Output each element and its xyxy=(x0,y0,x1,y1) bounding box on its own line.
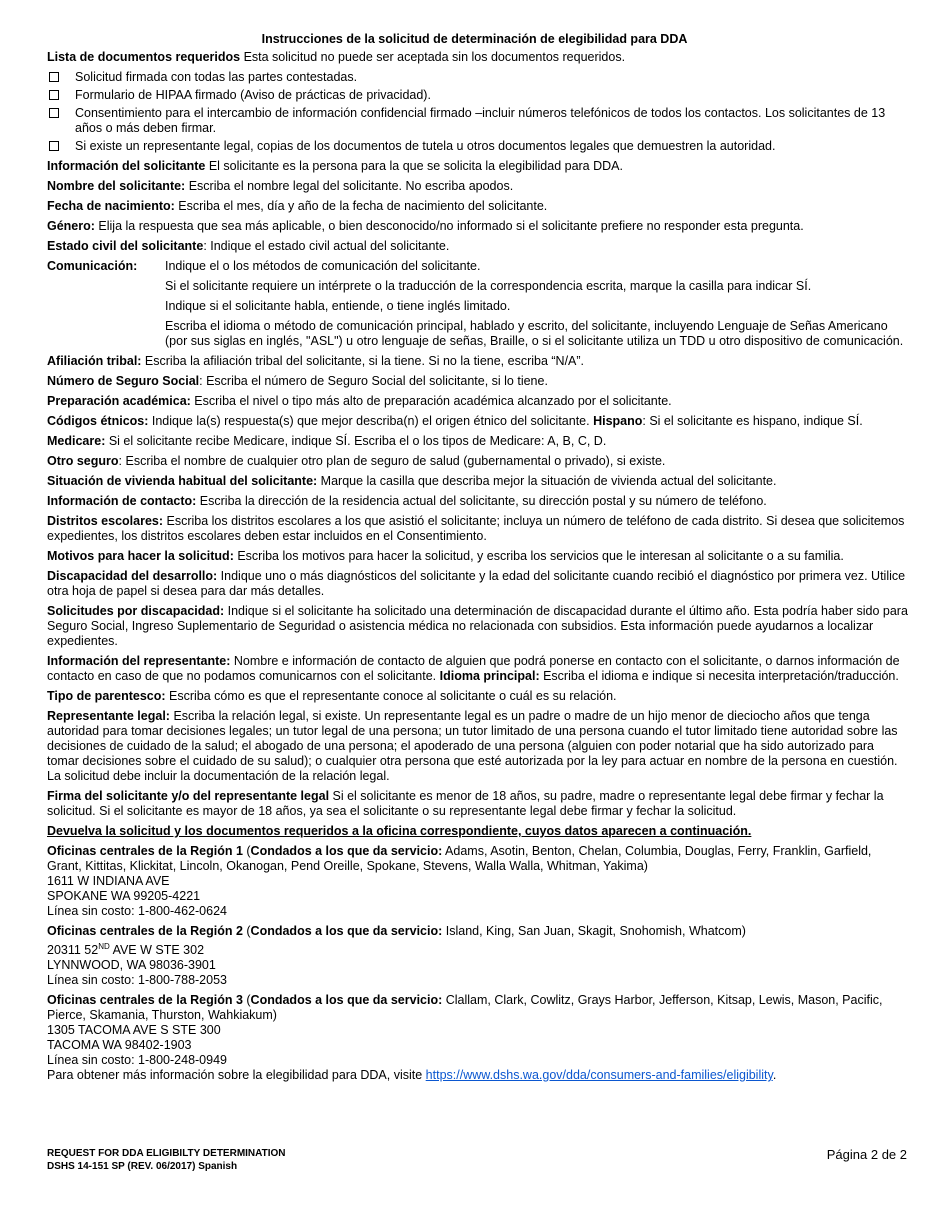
counties-list: Island, King, San Juan, Skagit, Snohomish, Whatcom) xyxy=(442,924,746,938)
required-docs-text: Esta solicitud no puede ser aceptada sin los documentos requeridos. xyxy=(240,50,626,64)
checklist-item xyxy=(47,70,909,85)
checkbox[interactable] xyxy=(49,141,59,151)
office-city: SPOKANE WA 99205-4221 xyxy=(47,889,201,903)
section-text: Nombre e información de contacto de alguien que podrá ponerse en contacto con el solicitante, o darnos información de contacto en caso de que no podamos comunicarnos con el solicitante. xyxy=(47,654,900,683)
section-label: Motivos para hacer la solicitud: xyxy=(47,549,234,563)
office-phone: Línea sin costo: 1-800-462-0624 xyxy=(47,904,227,918)
section-label: Género: xyxy=(47,219,95,233)
section-label: Fecha de nacimiento: xyxy=(47,199,175,213)
section-gender xyxy=(47,219,909,234)
counties-list: Clallam, Clark, Cowlitz, Grays Harbor, Jefferson, Kitsap, Lewis, Mason, Pacific, Pierce, Skamania, Thurston, Wahkiakum) xyxy=(47,993,883,1023)
section-tribal xyxy=(47,354,909,369)
document-page xyxy=(47,32,909,1083)
section-applicant-info xyxy=(47,159,909,174)
section-text: : Escriba el nombre de cualquier otro plan de seguro de salud (gubernamental o privado), si existe. xyxy=(118,454,666,468)
eligibility-link[interactable]: https://www.dshs.wa.gov/dda/consumers-and-families/eligibility xyxy=(425,1068,773,1083)
page-footer xyxy=(47,1147,909,1173)
section-text: Escriba los motivos para hacer la solicitud, y escriba los servicios que le interesan al solicitante o a su familia. xyxy=(233,549,844,563)
section-text: : Escriba el número de Seguro Social del solicitante, si lo tiene. xyxy=(199,374,548,388)
office-header: Oficinas centrales de la Región 1 (Condados a los que da servicio: Adams, Asotin, Benton, Chelan, Columbia, Douglas, Ferry, Franklin, Garfield, Grant, Kittitas, Klickitat, Lincoln, Okanogan, Pend Oreille, Spokane, Stevens, Walla Walla, Whitman, Yakima) xyxy=(47,844,872,873)
section-text: Escriba el idioma e indique si necesita interpretación/traducción. xyxy=(539,669,899,683)
section-signature xyxy=(47,789,909,819)
section-label: Otro seguro xyxy=(47,454,119,468)
section-label: Distritos escolares: xyxy=(47,514,164,528)
section-text: Escriba el nivel o tipo más alto de preparación académica alcanzado por el solicitante. xyxy=(190,394,672,408)
section-label: Afiliación tribal: xyxy=(47,354,142,368)
office-street: 1611 W INDIANA AVE xyxy=(47,874,170,888)
section-text: Elija la respuesta que sea más aplicable, o bien desconocido/no informado si el solicitante prefiere no responder esta pregunta. xyxy=(94,219,804,233)
section-reasons xyxy=(47,549,909,564)
section-text: Escriba el mes, día y año de la fecha de nacimiento del solicitante. xyxy=(174,199,548,213)
street-suffix: ND xyxy=(98,942,110,951)
checkbox[interactable] xyxy=(49,72,59,82)
street-number: 20311 52 xyxy=(47,943,99,958)
section-label: Medicare: xyxy=(47,434,106,448)
page-title: Instrucciones de la solicitud de determinación de elegibilidad para DDA xyxy=(261,32,688,46)
communication-line: Indique el o los métodos de comunicación del solicitante. xyxy=(165,259,481,273)
section-text: Marque la casilla que describa mejor la situación de vivienda actual del solicitante. xyxy=(317,474,777,488)
checklist-item xyxy=(47,139,909,154)
section-label: Preparación académica: xyxy=(47,394,191,408)
office-region-1 xyxy=(47,844,909,919)
office-phone: Línea sin costo: 1-800-788-2053 xyxy=(47,973,227,988)
office-name: Oficinas centrales de la Región 2 xyxy=(47,924,243,938)
section-text: Escriba la relación legal, si existe. Un representante legal es un padre o madre de un hijo menor de dieciocho años que tenga autoridad para tomar decisiones legales; un tutor legal de una persona; un tutor limitado de una persona cuando el tutor limitado tiene autoridad sobre las decisiones de cuidado de la salud; el abogado de una persona; el apoderado de una persona (alguien con poder notarial que ha sido autorizado para tomar decisiones sobre el cuidado de su salud); o cualquier otra persona que esté autorizada por la ley para actuar en nombre de la persona en cuestión. La solicitud debe incluir la documentación de la relación legal. xyxy=(47,709,898,783)
section-rep-info xyxy=(47,654,909,684)
communication-line: Escriba el idioma o método de comunicación principal, hablado y escrito, del solicitante, incluyendo Lenguaje de Señas Americano (por sus siglas en inglés, "ASL") u otro lenguaje de señas, Braille, o si el solicitante utiliza un TDD u otro dispositivo de comunicación. xyxy=(165,319,904,348)
section-text: Indique si el solicitante ha solicitado una determinación de discapacidad durante el último año. Esta podría haber sido para Seguro Social, Ingreso Suplementario de Seguridad o asistencia médica no relacionada con subsidios. Esta información puede ayudarnos a localizar expedientes. xyxy=(47,604,908,648)
office-header: Oficinas centrales de la Región 3 (Condados a los que da servicio: Clallam, Clark, Cowlitz, Grays Harbor, Jefferson, Kitsap, Lewis, Mason, Pacific, Pierce, Skamania, Thurston, Wahkiakum) xyxy=(47,993,883,1023)
page-number: Página 2 de 2 xyxy=(826,1147,907,1162)
checklist-item-text: Consentimiento para el intercambio de información confidencial firmado –incluir números telefónicos de todos los contactos. Los solicitantes de 13 años o más deben firmar. xyxy=(75,106,886,135)
office-city: LYNNWOOD, WA 98036-3901 xyxy=(47,958,216,973)
office-city: TACOMA WA 98402-1903 xyxy=(47,1038,192,1053)
section-communication xyxy=(47,259,909,349)
communication-line: Si el solicitante requiere un intérprete o la traducción de la correspondencia escrita, marque la casilla para indicar SÍ. xyxy=(165,279,812,293)
section-label: Solicitudes por discapacidad: xyxy=(47,604,225,618)
section-requests xyxy=(47,604,909,649)
section-text: Indique uno o más diagnósticos del solicitante y la edad del solicitante cuando recibió el diagnóstico por primera vez. Utilice otra hoja de papel si desea para dar más detalles. xyxy=(47,569,906,598)
office-region-3 xyxy=(47,993,909,1068)
checklist-item xyxy=(47,106,909,136)
section-contact xyxy=(47,494,909,509)
checklist-item-text: Formulario de HIPAA firmado (Aviso de prácticas de privacidad). xyxy=(75,88,431,102)
more-info-end: . xyxy=(772,1068,777,1083)
counties-label: Condados a los que da servicio: xyxy=(250,844,443,858)
more-info xyxy=(47,1068,909,1083)
office-header: Oficinas centrales de la Región 2 (Condados a los que da servicio: Island, King, San Juan, Skagit, Snohomish, Whatcom) xyxy=(47,924,746,938)
section-text: El solicitante es la persona para la que se solicita la elegibilidad para DDA. xyxy=(205,159,623,173)
counties-list: Adams, Asotin, Benton, Chelan, Columbia, Douglas, Ferry, Franklin, Garfield, Grant, Kittitas, Klickitat, Lincoln, Okanogan, Pend Oreille, Spokane, Stevens, Walla Walla, Whitman, Yakima) xyxy=(47,844,872,873)
office-street: 1305 TACOMA AVE S STE 300 xyxy=(47,1023,221,1038)
communication-line: Indique si el solicitante habla, entiende, o tiene inglés limitado. xyxy=(165,299,511,313)
office-street xyxy=(47,939,909,958)
section-label: Tipo de parentesco: xyxy=(47,689,166,703)
required-docs-intro xyxy=(47,50,909,65)
section-label: Estado civil del solicitante xyxy=(47,239,204,253)
section-school xyxy=(47,514,909,544)
section-dob xyxy=(47,199,909,214)
section-label: Información de contacto: xyxy=(47,494,197,508)
section-text: : Indique el estado civil actual del solicitante. xyxy=(203,239,450,253)
checklist-item-text: Si existe un representante legal, copias de los documentos de tutela u otros documentos legales que demuestren la autoridad. xyxy=(75,139,776,153)
section-label: Códigos étnicos: xyxy=(47,414,149,428)
section-label: Hispano xyxy=(593,414,643,428)
section-label: Discapacidad del desarrollo: xyxy=(47,569,218,583)
section-other-insurance xyxy=(47,454,909,469)
section-label: Idioma principal: xyxy=(439,669,540,683)
checklist-item xyxy=(47,88,909,103)
required-docs-heading: Lista de documentos requeridos xyxy=(47,50,241,64)
counties-label: Condados a los que da servicio: xyxy=(250,924,443,938)
section-living xyxy=(47,474,909,489)
counties-label: Condados a los que da servicio: xyxy=(250,993,443,1008)
section-education xyxy=(47,394,909,409)
section-label: Representante legal: xyxy=(47,709,170,723)
more-info-text: Para obtener más información sobre la elegibilidad para DDA, visite xyxy=(47,1068,426,1083)
section-label: Información del representante: xyxy=(47,654,231,668)
section-text: Escriba la dirección de la residencia actual del solicitante, su dirección postal y su número de teléfono. xyxy=(196,494,767,508)
section-ssn xyxy=(47,374,909,389)
section-label: Situación de vivienda habitual del solicitante: xyxy=(47,474,318,488)
section-legal-rep xyxy=(47,709,909,784)
office-name: Oficinas centrales de la Región 3 xyxy=(47,993,243,1008)
street-rest: AVE W STE 302 xyxy=(109,943,205,958)
form-title: REQUEST FOR DDA ELIGIBILTY DETERMINATION xyxy=(47,1148,286,1159)
section-marital xyxy=(47,239,909,254)
section-disability xyxy=(47,569,909,599)
section-label: Información del solicitante xyxy=(47,159,206,173)
section-ethnic xyxy=(47,414,909,429)
section-label: Nombre del solicitante: xyxy=(47,179,186,193)
return-instructions: Devuelva la solicitud y los documentos requeridos a la oficina correspondiente, cuyos datos aparecen a continuación. xyxy=(47,824,752,838)
section-text: Escriba cómo es que el representante conoce al solicitante o cuál es su relación. xyxy=(165,689,617,703)
checkbox[interactable] xyxy=(49,108,59,118)
section-label: Comunicación: xyxy=(47,259,138,273)
section-text: Si el solicitante recibe Medicare, indique SÍ. Escriba el o los tipos de Medicare: A, B, C, D. xyxy=(105,434,607,448)
section-label: Número de Seguro Social xyxy=(47,374,200,388)
section-text: Si el solicitante es menor de 18 años, su padre, madre o representante legal debe firmar y fechar la solicitud. Si el solicitante es mayor de 18 años, ya sea el solicitante o su representante legal debe firmar y fechar la solicitud. xyxy=(47,789,884,818)
checkbox[interactable] xyxy=(49,90,59,100)
section-text: Indique la(s) respuesta(s) que mejor describa(n) el origen étnico del solicitante. xyxy=(148,414,594,428)
communication-body xyxy=(165,259,909,349)
section-name xyxy=(47,179,909,194)
office-name: Oficinas centrales de la Región 1 xyxy=(47,844,243,858)
office-region-2 xyxy=(47,924,909,988)
section-text: Escriba los distritos escolares a los que asistió el solicitante; incluya un número de teléfono de cada distrito. Si desea que solicitemos expedientes, los distritos escolares deben estar incluidos en el Consentimiento. xyxy=(47,514,905,543)
section-text: Escriba la afiliación tribal del solicitante, si la tiene. Si no la tiene, escriba “N/A”. xyxy=(141,354,585,368)
form-number: DSHS 14-151 SP (REV. 06/2017) Spanish xyxy=(47,1161,238,1172)
section-text: Escriba el nombre legal del solicitante. No escriba apodos. xyxy=(185,179,514,193)
section-label: Firma del solicitante y/o del representante legal xyxy=(47,789,330,803)
checklist-item-text: Solicitud firmada con todas las partes contestadas. xyxy=(75,70,358,84)
section-medicare xyxy=(47,434,909,449)
office-phone: Línea sin costo: 1-800-248-0949 xyxy=(47,1053,227,1068)
section-text: : Si el solicitante es hispano, indique SÍ. xyxy=(642,414,863,428)
section-relationship xyxy=(47,689,909,704)
